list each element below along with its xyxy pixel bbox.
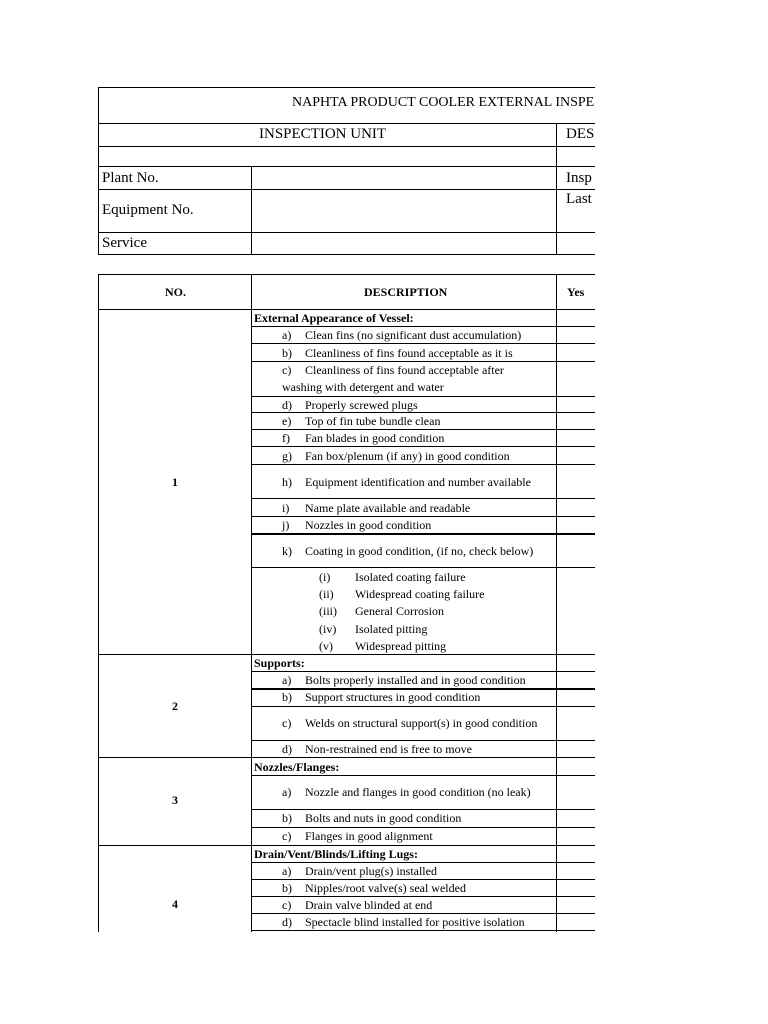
item-mark: b)	[282, 881, 292, 895]
item-mark: d)	[282, 915, 292, 929]
subitem-mark: (iv)	[319, 622, 337, 636]
subitem-text: Widespread pitting	[355, 639, 447, 653]
yes-cell[interactable]	[557, 344, 595, 361]
checklist-item	[282, 448, 510, 464]
item-mark: g)	[282, 449, 292, 463]
plant-no-label: Plant No.	[102, 170, 159, 186]
item-mark: d)	[282, 742, 292, 756]
equipment-no-label: Equipment No.	[102, 202, 194, 218]
item-text: Non-restrained end is free to move	[305, 742, 472, 756]
item-mark: j)	[282, 518, 290, 532]
item-text: Flanges in good alignment	[305, 829, 433, 843]
subitem-mark: (i)	[319, 570, 331, 584]
col-no-header: NO.	[165, 285, 186, 299]
subitem-mark: (ii)	[319, 587, 334, 601]
item-mark: d)	[282, 398, 292, 412]
item-text: Properly screwed plugs	[305, 398, 418, 412]
inspection-unit-label: INSPECTION UNIT	[259, 126, 387, 142]
service-label: Service	[102, 235, 147, 251]
insp-label: Insp	[566, 170, 592, 186]
item-text: Nozzle and flanges in good condition (no leak)	[305, 785, 531, 799]
last-label: Last	[566, 191, 592, 207]
des-label: DES	[566, 126, 595, 142]
yes-cell[interactable]	[557, 517, 595, 533]
section-title: Supports:	[254, 656, 305, 670]
item-text: Top of fin tube bundle clean	[305, 414, 441, 428]
item-mark: h)	[282, 475, 292, 489]
subitem-text: Isolated coating failure	[355, 570, 466, 584]
yes-cell[interactable]	[557, 499, 595, 516]
plant-no-field[interactable]	[252, 167, 556, 189]
checklist-item	[282, 828, 433, 844]
item-mark: a)	[282, 785, 292, 799]
checklist-subitem	[319, 603, 444, 619]
item-mark: k)	[282, 544, 292, 558]
checklist-item	[282, 863, 437, 879]
section-number: 4	[172, 897, 178, 911]
section-title: External Appearance of Vessel:	[254, 311, 414, 325]
item-mark: a)	[282, 328, 292, 342]
checklist-item	[282, 397, 418, 413]
checklist-subitem	[319, 638, 446, 654]
checklist-item	[282, 500, 470, 516]
item-text: Clean fins (no significant dust accumulation)	[305, 328, 522, 342]
checklist-subitem	[319, 621, 427, 637]
checklist-item	[282, 715, 537, 731]
section-number: 3	[172, 793, 178, 807]
checklist-item	[282, 362, 504, 378]
yes-cell[interactable]	[557, 465, 595, 498]
section-number: 1	[172, 475, 178, 489]
checklist-item	[282, 327, 521, 343]
item-mark: b)	[282, 690, 292, 704]
item-mark: e)	[282, 414, 292, 428]
item-text: Support structures in good condition	[305, 690, 481, 704]
item-text: Welds on structural support(s) in good condition	[305, 716, 538, 730]
item-text: Cleanliness of fins found acceptable after	[305, 363, 504, 377]
checklist-subitem	[319, 586, 484, 602]
item-text: Fan box/plenum (if any) in good condition	[305, 449, 510, 463]
item-mark: c)	[282, 363, 292, 377]
item-mark: i)	[282, 501, 290, 515]
subitem-text: Isolated pitting	[355, 622, 428, 636]
item-text: Name plate available and readable	[305, 501, 471, 515]
checklist-item	[282, 474, 531, 490]
item-text: Drain valve blinded at end	[305, 898, 433, 912]
subitem-text: General Corrosion	[355, 604, 444, 618]
checklist-item	[282, 784, 531, 800]
item-mark: f)	[282, 431, 290, 445]
section-number: 2	[172, 699, 178, 713]
service-field[interactable]	[252, 233, 556, 254]
yes-cell[interactable]	[557, 430, 595, 446]
yes-cell[interactable]	[557, 535, 595, 567]
checklist-item	[282, 413, 440, 429]
checklist-item	[282, 741, 472, 757]
checklist-item	[282, 897, 432, 913]
checklist-item	[282, 430, 444, 446]
item-mark: a)	[282, 864, 292, 878]
item-mark: b)	[282, 811, 292, 825]
item-text: Nozzles in good condition	[305, 518, 432, 532]
item-text: Spectacle blind installed for positive isolation	[305, 915, 525, 929]
checklist-item	[282, 689, 480, 705]
checklist-item	[282, 345, 513, 361]
subitem-text: Widespread coating failure	[355, 587, 485, 601]
section-title: Drain/Vent/Blinds/Lifting Lugs:	[254, 847, 418, 861]
item-text: Drain/vent plug(s) installed	[305, 864, 437, 878]
item-text: Equipment identification and number available	[305, 475, 531, 489]
item-text: Fan blades in good condition	[305, 431, 445, 445]
item-text: Cleanliness of fins found acceptable as it is	[305, 346, 513, 360]
checklist-item-continued: washing with detergent and water	[282, 380, 444, 394]
item-text: Bolts properly installed and in good condition	[305, 673, 526, 687]
subitem-mark: (iii)	[319, 604, 337, 618]
item-mark: c)	[282, 716, 292, 730]
equipment-no-field[interactable]	[252, 190, 556, 232]
checklist-item	[282, 880, 466, 896]
checklist-item	[282, 914, 525, 930]
checklist-item	[282, 543, 533, 559]
item-text: Nipples/root valve(s) seal welded	[305, 881, 466, 895]
item-text: Coating in good condition, (if no, check below)	[305, 544, 534, 558]
yes-cell[interactable]	[557, 413, 595, 429]
yes-cell[interactable]	[557, 362, 595, 396]
item-mark: b)	[282, 346, 292, 360]
checklist-subitem	[319, 569, 466, 585]
subitem-mark: (v)	[319, 639, 333, 653]
item-mark: c)	[282, 898, 292, 912]
checklist-item	[282, 517, 431, 533]
checklist-item	[282, 810, 461, 826]
yes-cell[interactable]	[557, 397, 595, 412]
item-text: Bolts and nuts in good condition	[305, 811, 462, 825]
section-title: Nozzles/Flanges:	[254, 760, 340, 774]
yes-cell[interactable]	[557, 447, 595, 464]
checklist-item	[282, 672, 526, 688]
col-description-header: DESCRIPTION	[364, 285, 448, 299]
col-yes-header: Yes	[567, 285, 585, 299]
yes-cell[interactable]	[557, 327, 595, 343]
form-title: NAPHTA PRODUCT COOLER EXTERNAL INSPE	[292, 95, 595, 110]
item-mark: c)	[282, 829, 292, 843]
item-mark: a)	[282, 673, 292, 687]
